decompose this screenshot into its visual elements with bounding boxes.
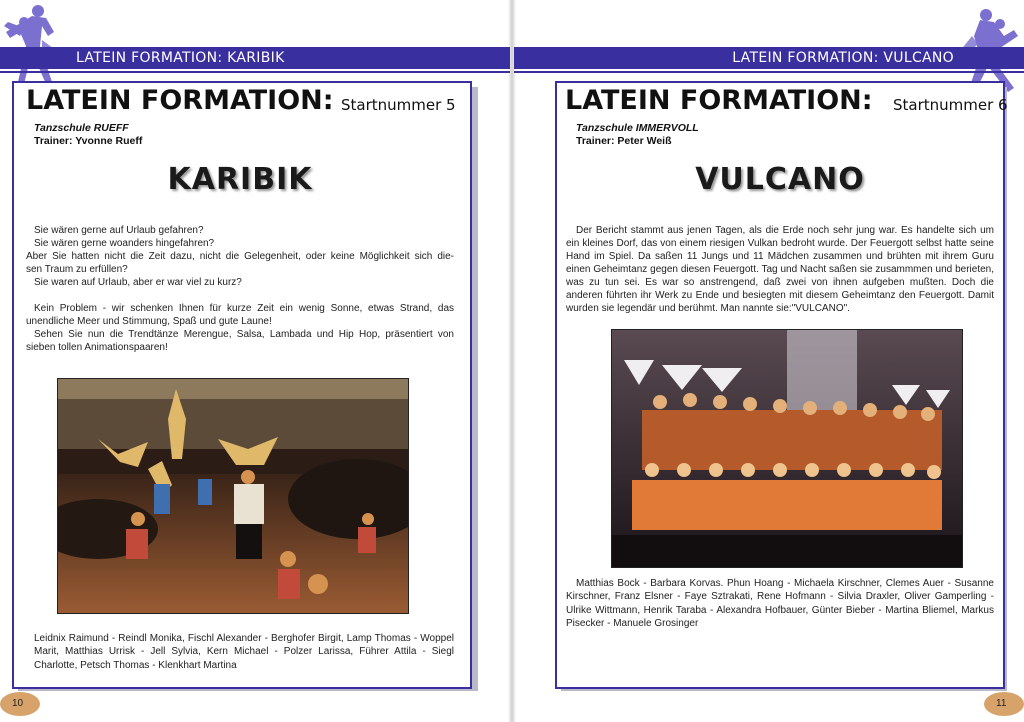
left-line-8: Sehen Sie nun die Trendtänze Merengue, Salsa, Lambada und Hip Hop, präsentiert von bbox=[34, 329, 454, 340]
left-line-2: Sie wären gerne woanders hingefahren? bbox=[34, 238, 215, 249]
right-page-number: 11 bbox=[996, 698, 1007, 709]
left-school-label: Tanzschule RUEFF bbox=[34, 122, 129, 134]
left-line-3: Aber Sie hatten nicht die Zeit dazu, nicht die Gelegenheit, oder keine Möglichkeit sich die- bbox=[26, 251, 454, 262]
right-heading: LATEIN FORMATION: bbox=[565, 85, 873, 116]
right-school bbox=[576, 122, 699, 135]
left-school bbox=[34, 122, 129, 135]
left-startnummer: Startnummer 5 bbox=[341, 96, 456, 114]
left-participant-names: Leidnix Raimund - Reindl Monika, Fischl Alexander - Berghofer Birgit, Lamp Thomas - Woppel Marit, Matthias Urrisk - Jell Sylvia, Kern Michael - Polzer Larissa, Führer Attila - Siegl Charlotte, Petsch Thomas - Klenkhart Martina bbox=[34, 633, 454, 671]
left-line-5: Sie waren auf Urlaub, aber er war viel zu kurz? bbox=[34, 277, 242, 288]
karibik-photo bbox=[57, 378, 409, 614]
right-header-band: LATEIN FORMATION: VULCANO bbox=[514, 47, 1024, 69]
vulcano-photo bbox=[611, 329, 963, 568]
right-body-text: Der Bericht stammt aus jenen Tagen, als die Erde noch sehr jung war. Es handelte sich um ein kleines Dorf, das von einem riesigen Vulkan bedroht wurde. Der Feuergott selbst hatte seine Hand im Spiel. Da saßen 11 Jungs und 11 Mädchen zusammen und brühten mit ihrem Guru einen Geheimtanz gegen diesen Feuergott. Tag und Nacht saßen sie zusammmen und berieten, was zu tun sei. Es war so anstrengend, daß zwei von ihnen aufgeben mußten. Doch die anderen führten ihr Werk zu Ende und besiegten mit diesem Geheimtanz den Feuergott. Damit wurden sie legendär und berühmt. Man nannte sie:"VULCANO". bbox=[566, 225, 994, 314]
left-line-4: sen Traum zu erfüllen? bbox=[26, 264, 128, 275]
right-participant-names: Matthias Bock - Barbara Korvas. Phun Hoang - Michaela Kirschner, Clemes Auer - Susanne Kirschner, Franz Elsner - Faye Sztrakati, Rene Hofmann - Silvia Draxler, Oliver Gamperling - Ulrike Wittmann, Henrik Taraba - Alexandra Hofbauer, Günter Bieber - Martina Bliemel, Markus Pisecker - Manuele Grosinger bbox=[566, 578, 994, 629]
left-page-number: 10 bbox=[12, 698, 24, 709]
dancing-couple-icon bbox=[2, 2, 76, 90]
right-startnummer: Startnummer 6 bbox=[893, 96, 1008, 114]
right-title: VULCANO bbox=[695, 162, 865, 197]
left-trainer: Trainer: Yvonne Rueff bbox=[34, 135, 143, 147]
right-school-label: Tanzschule IMMERVOLL bbox=[576, 122, 699, 134]
right-trainer: Trainer: Peter Weiß bbox=[576, 135, 672, 147]
left-line-1: Sie wären gerne auf Urlaub gefahren? bbox=[34, 225, 204, 236]
left-line-7: unendliche Meer und Stimmung, Spaß und gute Laune! bbox=[26, 316, 272, 327]
book-spine bbox=[508, 0, 516, 722]
left-line-9: sieben tollen Animationspaaren! bbox=[26, 342, 168, 353]
right-header-rule bbox=[514, 71, 1024, 73]
left-body-text bbox=[26, 224, 454, 354]
left-title: KARIBIK bbox=[167, 162, 313, 197]
left-heading: LATEIN FORMATION: bbox=[26, 85, 334, 116]
left-line-6: Kein Problem - wir schenken Ihnen für kurze Zeit ein wenig Sonne, etwas Strand, das bbox=[34, 303, 454, 314]
left-header-rule bbox=[0, 71, 510, 73]
left-header-band: LATEIN FORMATION: KARIBIK bbox=[0, 47, 510, 69]
